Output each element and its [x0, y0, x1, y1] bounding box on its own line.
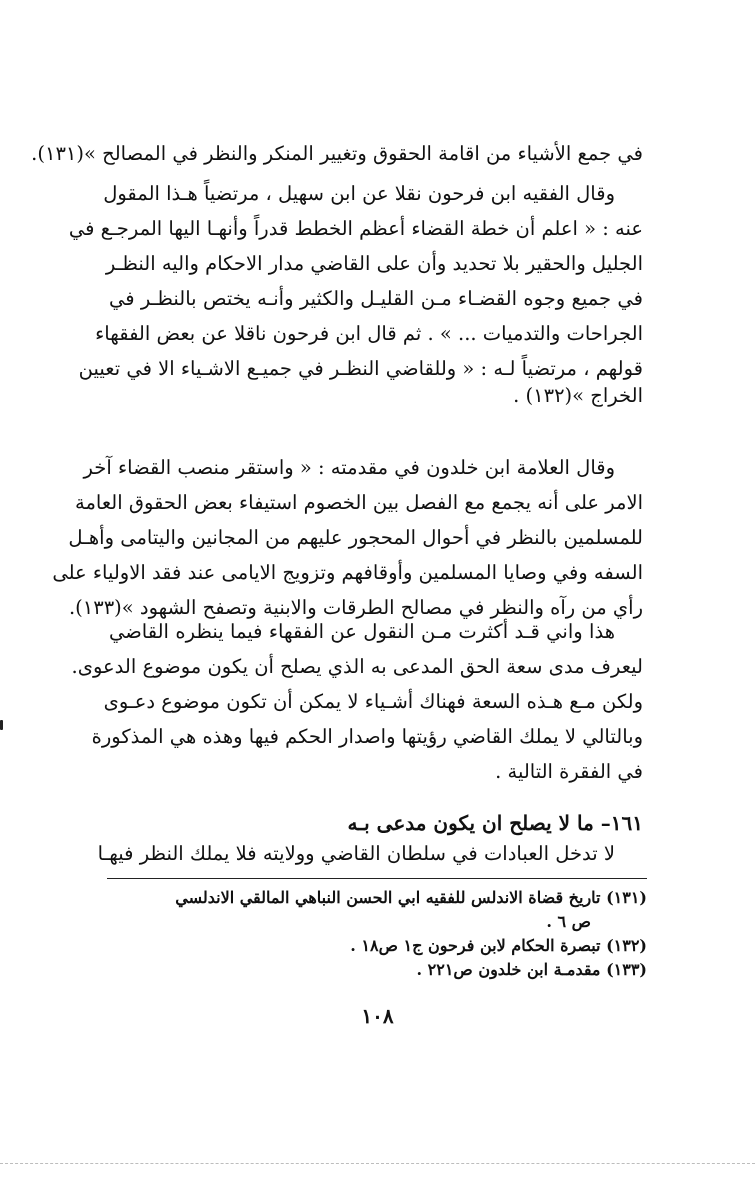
- section-heading: ١٦١– ما لا يصلح ان يكون مدعى بـه: [347, 811, 643, 835]
- page-number: ١٠٨: [361, 1004, 394, 1028]
- page-edge: [0, 1163, 755, 1186]
- paragraph-line: في جمع الأشياء من اقامة الحقوق وتغيير المنكر والنظر في المصالح »(١٣١).: [31, 142, 643, 165]
- paragraph-line: للمسلمين بالنظر في أحوال المحجور عليهم من المجانين واليتامى وأهـل: [68, 526, 643, 549]
- paragraph-line: ولكن مـع هـذه السعة فهناك أشـياء لا يمكن أن تكون موضوع دعـوى: [103, 690, 643, 713]
- paragraph-3: [52, 450, 643, 625]
- footnotes: [107, 886, 647, 982]
- paragraph-line: الخراج »(١٣٢) .: [513, 384, 643, 407]
- paragraph-line: رأي من رآه والنظر في مصالح الطرقات والابنية وتصفح الشهود »(١٣٣).: [68, 596, 643, 619]
- paragraph-line: لا تدخل العبادات في سلطان القاضي وولايته فلا يملك النظر فيهـا: [97, 842, 615, 865]
- paragraph-line: ليعرف مدى سعة الحق المدعى به الذي يصلح أن يكون موضوع الدعوى.: [71, 655, 643, 678]
- paragraph-line: قولهم ، مرتضياً لـه : « وللقاضي النظـر في جميـع الاشـياء الا في تعيين: [78, 357, 643, 380]
- paragraph-line: في الفقرة التالية .: [495, 760, 643, 783]
- footnote-line: ص ٦ .: [546, 912, 591, 931]
- footnote-rule: [107, 878, 647, 879]
- paragraph-1: [31, 136, 643, 171]
- paragraph-line: عنه : « اعلم أن خطة القضاء أعظم الخطط قدراً وأنهـا اليها المرجـع في: [68, 217, 643, 240]
- paragraph-line: الجليل والحقير بلا تحديد وأن على القاضي مدار الاحكام واليه النظـر: [105, 252, 643, 275]
- paragraph-line: السفه وفي وصايا المسلمين وأوقافهم وتزويج الايامى عند فقد الاولياء على: [52, 561, 643, 584]
- footnote-line: (١٣٢) تبصرة الحكام لابن فرحون ج١ ص١٨ .: [350, 936, 647, 955]
- paragraph-line: هذا واني قـد أكثرت مـن النقول عن الفقهاء فيما ينظره القاضي: [109, 620, 615, 643]
- footnote-line: (١٣١) تاريخ قضاة الاندلس للفقيه ابي الحسن النباهي المالقي الاندلسي: [175, 888, 647, 907]
- paragraph-4: [71, 614, 643, 789]
- paragraph-line: وقال العلامة ابن خلدون في مقدمته : « واستقر منصب القضاء آخر: [83, 456, 615, 479]
- footnote-line: (١٣٣) مقدمـة ابن خلدون ص٢٢١ .: [416, 960, 647, 979]
- paragraph-line: الجراحات والتدميات ... » . ثم قال ابن فرحون ناقلا عن بعض الفقهاء: [95, 322, 643, 345]
- paragraph-2: [68, 176, 643, 413]
- paragraph-line: وبالتالي لا يملك القاضي رؤيتها واصدار الحكم فيها وهذه هي المذكورة: [91, 725, 643, 748]
- paragraph-line: الامر على أنه يجمع مع الفصل بين الخصوم استيفاء بعض الحقوق العامة: [75, 491, 643, 514]
- paragraph-line: في جميع وجوه القضـاء مـن القليـل والكثير وأنـه يختص بالنظـر في: [109, 287, 643, 310]
- paragraph-line: وقال الفقيه ابن فرحون نقلا عن ابن سهيل ، مرتضياً هـذا المقول: [103, 182, 615, 205]
- margin-mark: [0, 720, 3, 730]
- continuation-paragraph: [97, 836, 643, 871]
